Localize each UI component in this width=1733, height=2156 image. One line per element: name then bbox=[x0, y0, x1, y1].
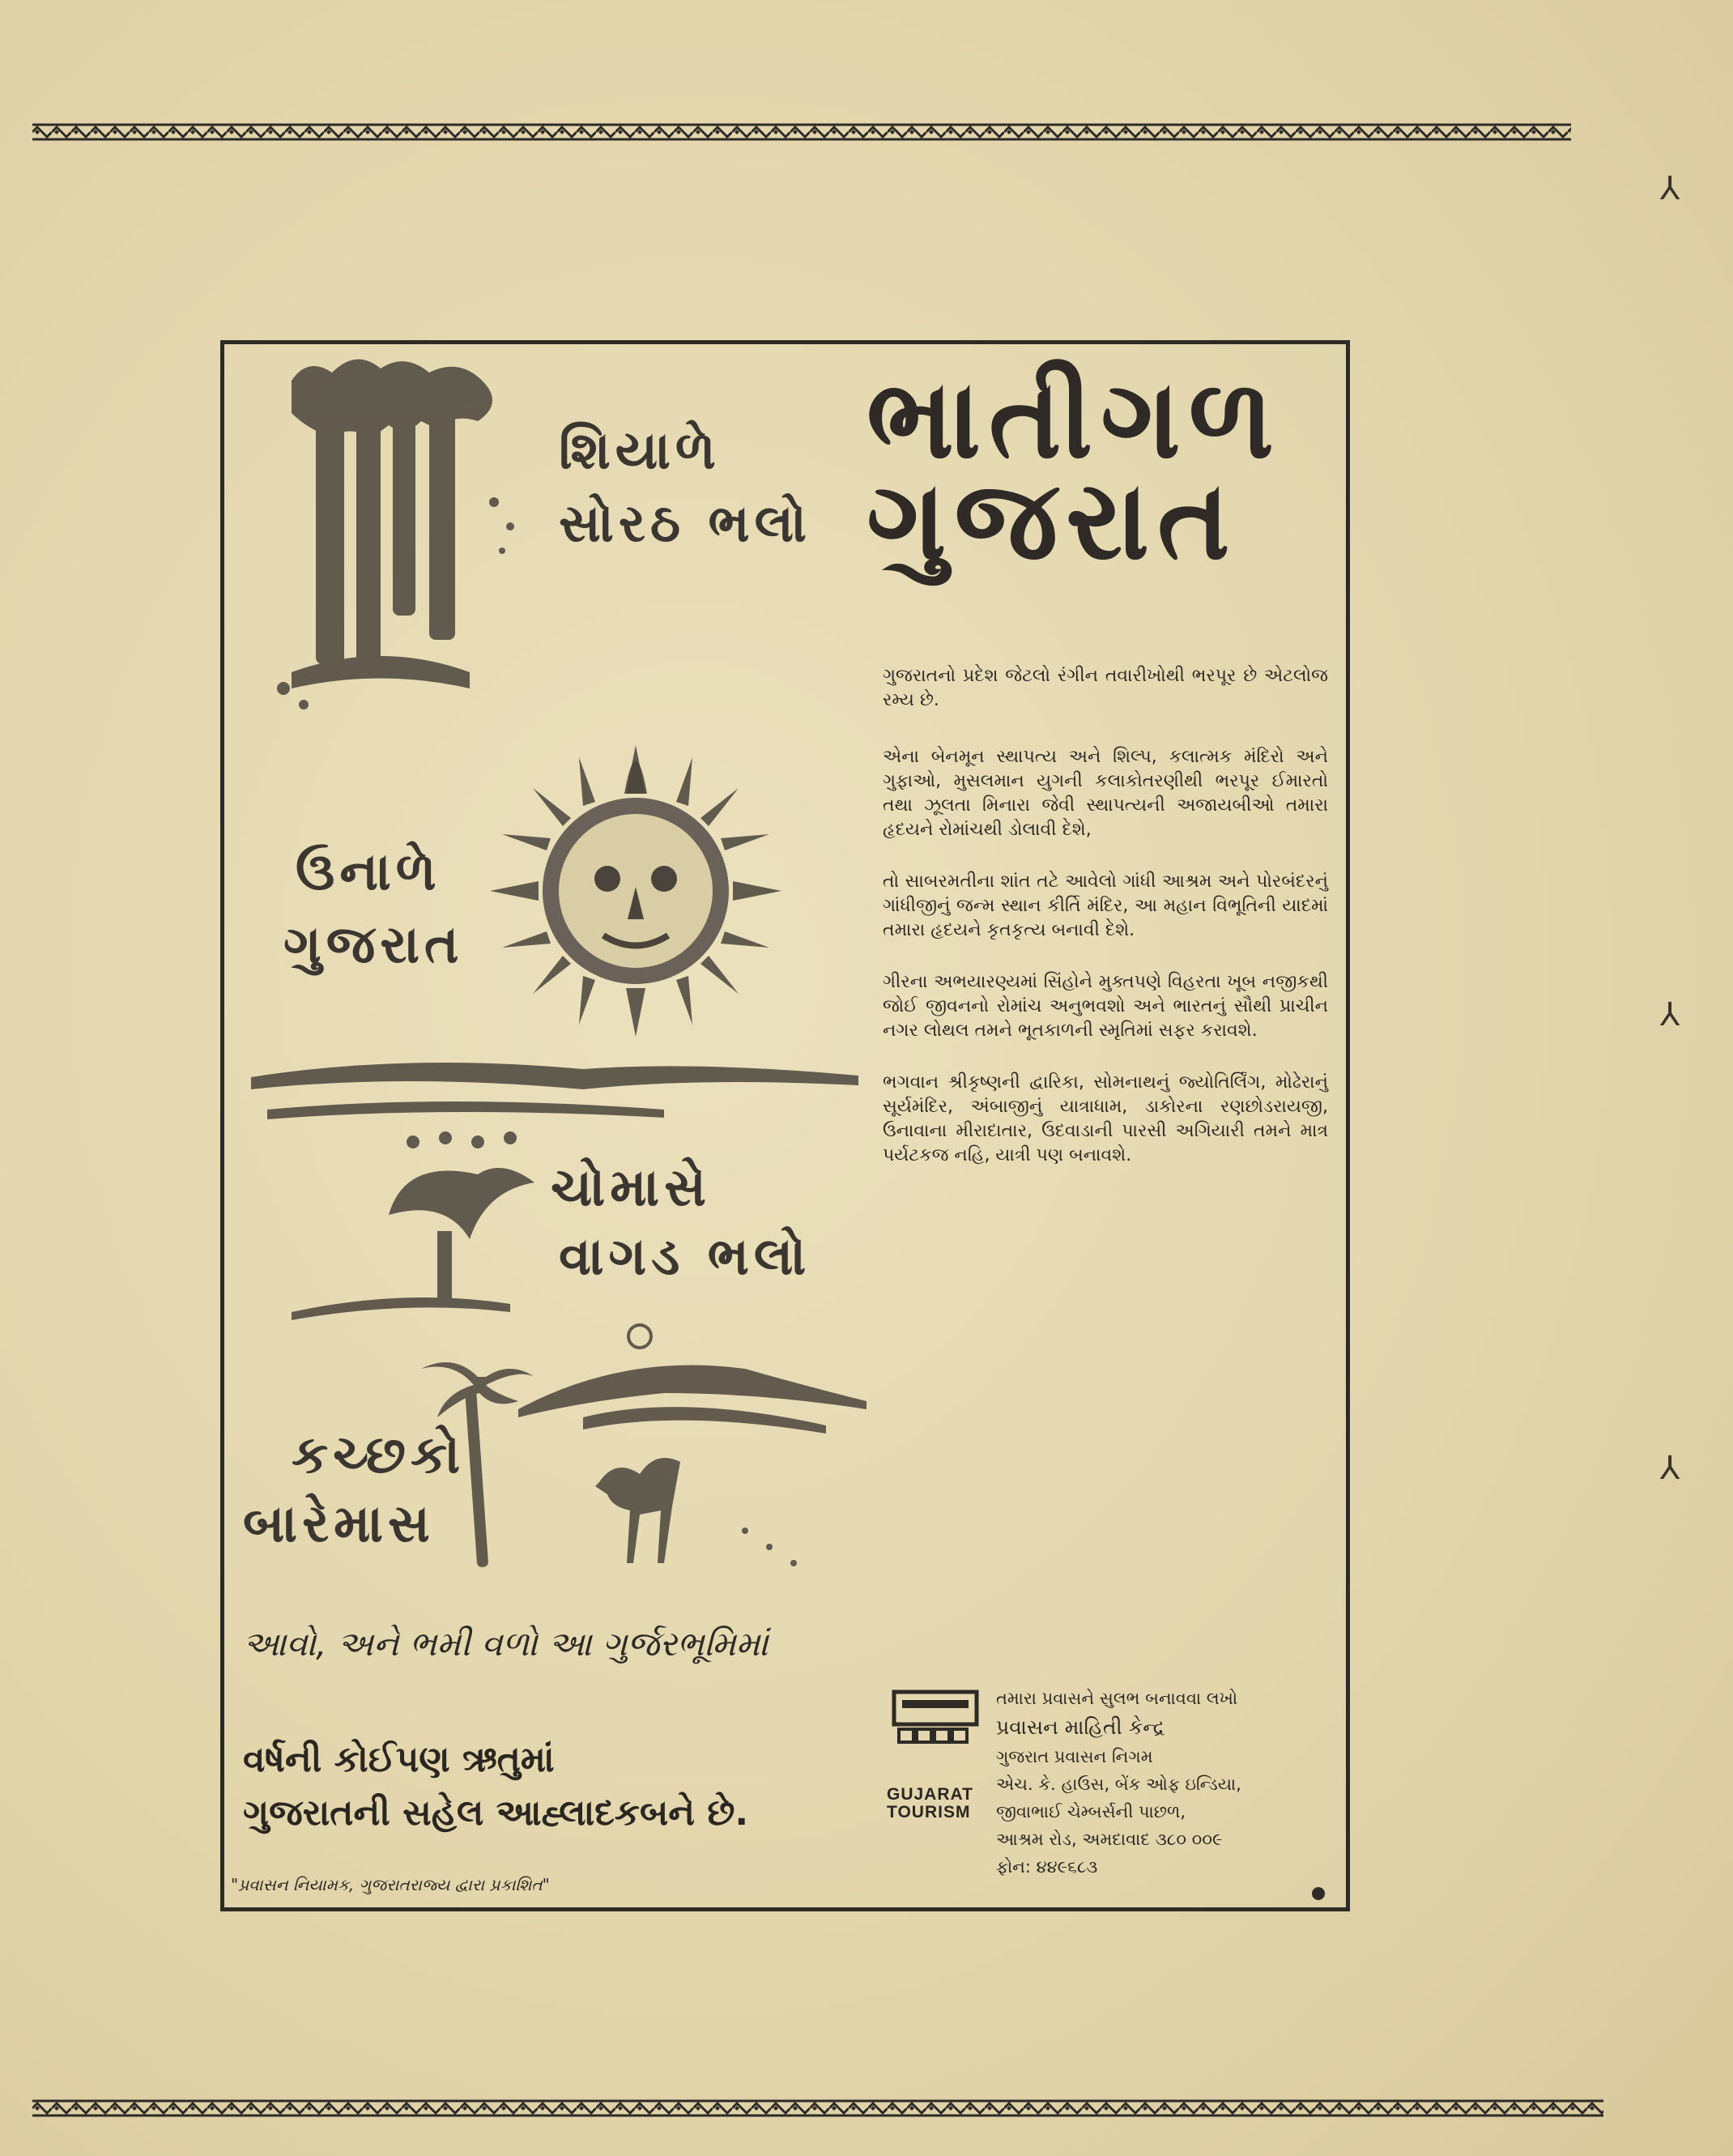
season-winter-line2: સોરઠ ભલો bbox=[559, 494, 812, 554]
contact-line7: ફોન: ૪૪૯૬૮૩ bbox=[996, 1857, 1098, 1877]
contact-line2: પ્રવાસન માહિતી કેન્દ્ર bbox=[996, 1715, 1165, 1739]
tagline bbox=[243, 1733, 858, 1840]
binding-mark-icon: ⅄ bbox=[1660, 170, 1680, 207]
tagline-line2: ગુજરાતની સહેલ આહ્લાદકબને છે. bbox=[243, 1792, 749, 1834]
contact-line6: આશ્રમ રોડ, અમદાવાદ ૩૮૦ ૦૦૯ bbox=[996, 1830, 1223, 1849]
top-decorative-border bbox=[32, 121, 1571, 143]
season-summer-line1: ઉનાળે bbox=[296, 842, 441, 902]
contact-line5: જીવાભાઈ ચેમ્બર્સની પાછળ, bbox=[996, 1802, 1186, 1822]
logo-text-line1: GUJARAT bbox=[887, 1785, 973, 1804]
body-paragraph: તો સાબરમતીના શાંત તટે આવેલો ગાંધી આશ્રમ અને પોરબંદરનું ગાંધીજીનું જન્મ સ્થાન કીર્તિ મંદિર, આ મહાન વિભૂતિની યાદમાં તમારા હૃદયને કૃતકૃત્ય બનાવી દેશે. bbox=[883, 871, 1328, 940]
publisher-credit: "પ્રવાસન નિયામક, ગુજરાતરાજ્ય દ્વારા પ્રકાશિત" bbox=[231, 1875, 550, 1894]
ad-title-line2: ગુજરાત bbox=[866, 457, 1238, 584]
season-monsoon-line2: વાગડ ભલો bbox=[559, 1227, 811, 1287]
body-paragraph: ગુજરાતનો પ્રદેશ જેટલો રંગીન તવારીખોથી ભરપૂર છે એટલોજ રમ્ય છે. bbox=[883, 666, 1328, 710]
binding-mark-icon: ⅄ bbox=[1660, 1450, 1680, 1487]
binding-mark-icon: ⅄ bbox=[1660, 996, 1680, 1033]
body-paragraph: એના બેનમૂન સ્થાપત્ય અને શિલ્પ, કલાત્મક મંદિરો અને ગુફાઓ, મુસલમાન યુગની કલાકોતરણીથી ભરપૂર ઈમારતો તથા ઝૂલતા મિનારા જેવી સ્થાપત્યની અજાયબીઓ તમારા હૃદયને રોમાંચથી ડોલાવી દેશે, bbox=[883, 747, 1328, 840]
season-monsoon-line1: ચોમાસે bbox=[551, 1158, 711, 1218]
body-paragraph: ભગવાન શ્રીકૃષ્ણની દ્વારિકા, સોમનાથનું જ્યોતિર્લિંગ, મોઢેરાનું સૂર્યમંદિર, અંબાજીનું યાત્રાધામ, ડાકોરના રણછોડરાયજી, ઉનાવાના મીરાદાતાર, ઉદવાડાની પારસી અગિયારી તમને માત્ર પર્યટકજ નહિ, યાત્રી પણ બનાવશે. bbox=[883, 1072, 1328, 1165]
gujarat-tourism-logo-text bbox=[887, 1786, 992, 1822]
desert-camel-illustration-icon bbox=[421, 1320, 875, 1579]
ad-title-line1: ભાતીગળ bbox=[866, 356, 1283, 483]
body-paragraph: ગીરના અભયારણ્યમાં સિંહોને મુક્તપણે વિહરતા ખૂબ નજીકથી જોઈ જીવનનો રોમાંચ અનુભવશો અને ભારતનું સૌથી પ્રાચીન નગર લોથલ તમને ભૂતકાળની સ્મૃતિમાં સફર કરાવશે. bbox=[883, 972, 1328, 1041]
ad-title bbox=[866, 356, 1320, 584]
contact-line4: એચ. કે. હાઉસ, બેંક ઓફ ઇન્ડિયા, bbox=[996, 1775, 1241, 1794]
contact-block bbox=[996, 1685, 1336, 1881]
invite-line: આવો, અને ભમી વળો આ ગુર્જરભૂમિમાં bbox=[243, 1624, 769, 1664]
corner-mark-icon bbox=[1312, 1887, 1325, 1900]
contact-line3: ગુજરાત પ્રવાસન નિગમ bbox=[996, 1747, 1153, 1766]
season-kutch-line1: કચ્છકો bbox=[292, 1425, 466, 1485]
sun-illustration-icon bbox=[474, 729, 798, 1053]
body-copy bbox=[883, 664, 1328, 1195]
season-summer-line2: ગુજરાત bbox=[283, 915, 464, 975]
tree-illustration-icon bbox=[259, 348, 526, 729]
season-kutch-line2: બારેમાસ bbox=[243, 1494, 435, 1554]
contact-line1: તમારા પ્રવાસને સુલભ બનાવવા લખો bbox=[996, 1689, 1238, 1708]
tagline-line1: વર્ષની કોઈપણ ઋતુમાં bbox=[243, 1739, 555, 1780]
bottom-decorative-border bbox=[32, 2098, 1603, 2119]
logo-text-line2: TOURISM bbox=[887, 1803, 971, 1822]
gujarat-tourism-logo-icon bbox=[891, 1689, 980, 1745]
season-winter-line1: શિયાળે bbox=[559, 421, 721, 481]
